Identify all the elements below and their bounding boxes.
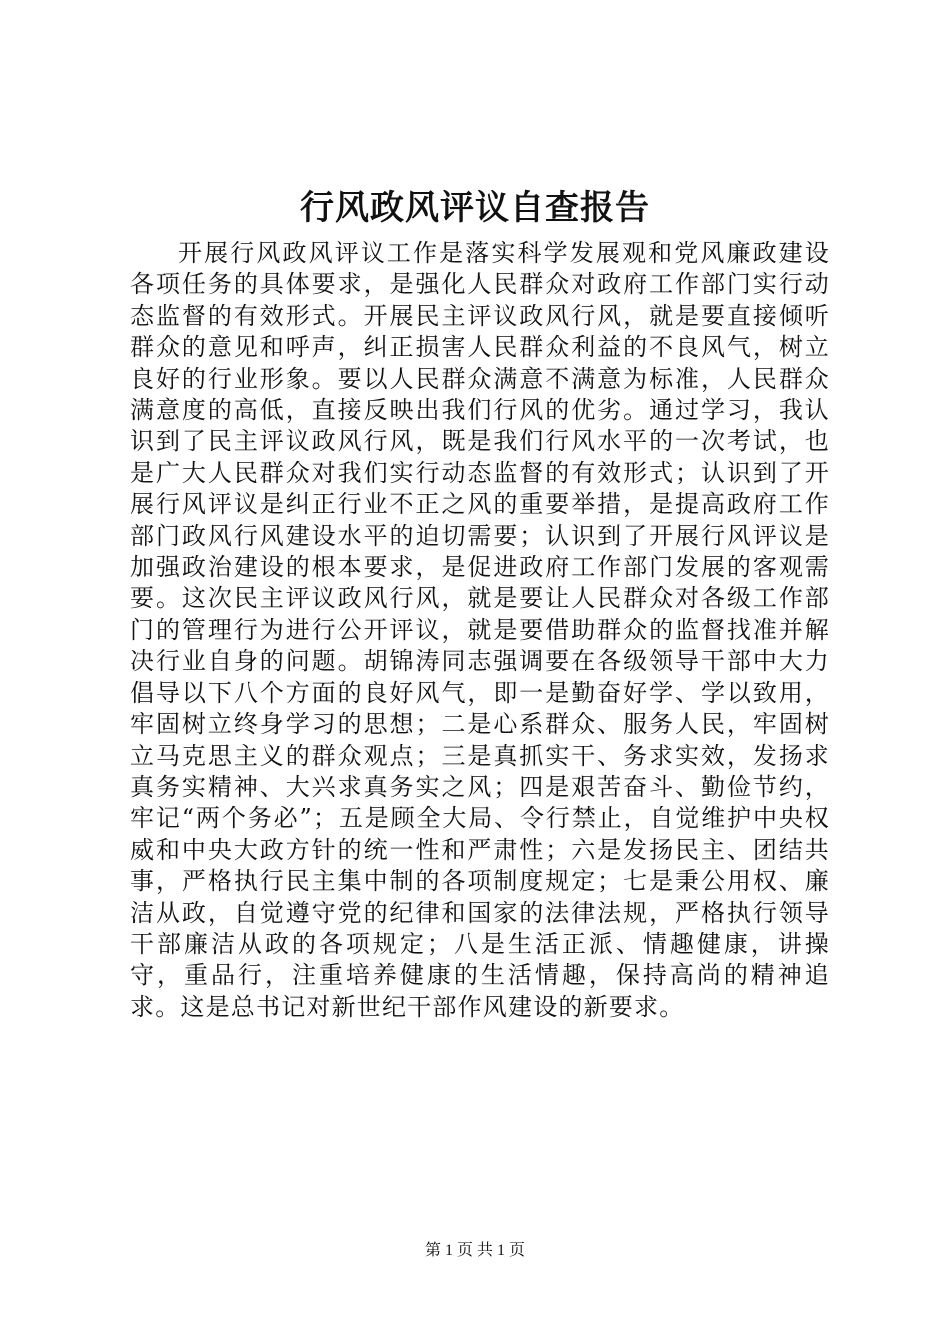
document-title: 行风政风评议自查报告 xyxy=(300,188,650,228)
body-paragraph: 开展行风政风评议工作是落实科学发展观和党风廉政建设各项任务的具体要求，是强化人民群众对政府工作部门实行动态监督的有效形式。开展民主评议政风行风，就是要直接倾听群众的意见和呼声，纠正损害人民群众利益的不良风气，树立良好的行业形象。要以人民群众满意不满意为标准，人民群众满意度的高低，直接反映出我们行风的优劣。通过学习，我认识到了民主评议政风行风，既是我们行风水平的一次考试，也是广大人民群众对我们实行动态监督的有效形式；认识到了开展行风评议是纠正行业不正之风的重要举措，是提高政府工作部门政风行风建设水平的迫切需要；认识到了开展行风评议是加强政治建设的根本要求，是促进政府工作部门发展的客观需要。这次民主评议政风行风，就是要让人民群众对各级工作部门的管理行为进行公开评议，就是要借助群众的监督找准并解决行业自身的问题。胡锦涛同志强调要在各级领导干部中大力倡导以下八个方面的良好风气，即一是勤奋好学、学以致用，牢固树立终身学习的思想；二是心系群众、服务人民，牢固树立马克思主义的群众观点；三是真抓实干、务求实效，发扬求真务实精神、大兴求真务实之风；四是艰苦奋斗、勤俭节约，牢记“两个务必”；五是顾全大局、令行禁止，自觉维护中央权威和中央大政方针的统一性和严肃性；六是发扬民主、团结共事，严格执行民主集中制的各项制度规定；七是秉公用权、廉洁从政，自觉遵守党的纪律和国家的法律法规，严格执行领导干部廉洁从政的各项规定；八是生活正派、情趣健康，讲操守，重品行，注重培养健康的生活情趣，保持高尚的精神追求。这是总书记对新世纪干部作风建设的新要求。 xyxy=(130,239,830,1021)
page-number-footer: 第 1 页 共 1 页 xyxy=(424,1242,525,1259)
